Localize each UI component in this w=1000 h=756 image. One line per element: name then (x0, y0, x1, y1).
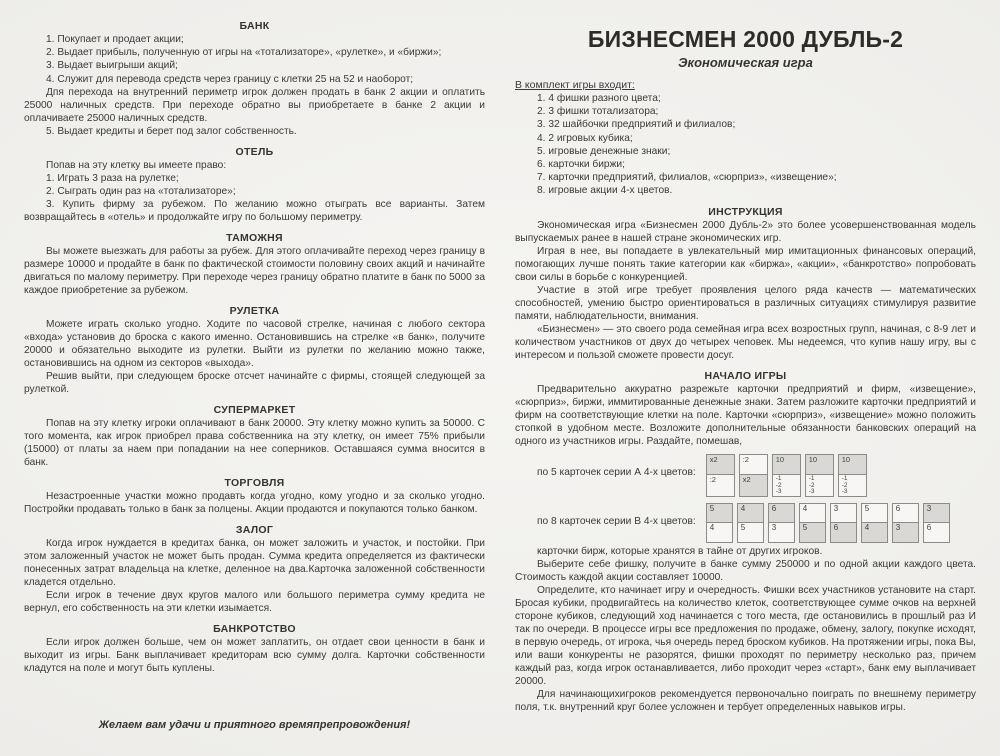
card-bottom-value: 6 (831, 523, 856, 542)
series-a-cards (706, 454, 867, 497)
paragraph: 3. Купить фирму за рубежом. По желанию можно отыграть все варианты. Затем возвращайтесь в «отель» и продолжайте игру по большому периметру. (24, 199, 485, 224)
card-top-value: 10 (839, 455, 866, 476)
card-bottom-value: -1 -2 -3 (839, 475, 866, 496)
paragraph: Если игрок должен больше, чем он может заплатить, он отдает свои ценности в банк и выходит из игры. Банк выплачивает кредиторам всю сумму долга. Карточки собственности кладутся на поле и могут быть куплены. (24, 637, 485, 675)
card-bottom-value: 4 (862, 523, 887, 542)
section-heading-instruction: ИНСТРУКЦИЯ (708, 205, 783, 218)
game-card (923, 503, 950, 543)
card-bottom-value: 5 (738, 523, 763, 542)
list-item: 6. карточки биржи; (537, 159, 625, 171)
paragraph: Определите, кто начинает игру и очередность. Фишки всех участников установите на старт. Бросая кубики, продвигайтесь на количество клеток, соответствующее сумме очков на верхней стороне кубиков, следующий ход начинается с того места, где остановились в прошлый раз И так по очереди. В процессе игры все предложения по продаже, обмену, залогу, покупке исходят, в первую очередь, от игрока, чья очередь перед броском кубиков. На протяжении игры, пока Вы, или ваши конкуренты не разорятся, фишки проходят по периметру несколько раз, причем каждый раз, когда игрок останавливается, либо проходит через «старт», банк ему выплачивает 20000. (515, 584, 976, 687)
game-card (838, 454, 867, 497)
card-top-value: 6 (893, 504, 918, 523)
card-bottom-value: x2 (740, 475, 767, 496)
game-card (830, 503, 857, 543)
series-a-label: по 5 карточек серии А 4-х цветов: (537, 466, 696, 478)
card-top-value: x2 (707, 455, 734, 476)
paragraph: Участие в этой игре требует проявления целого ряда качеств — математических способностей, умению быстро ориентироваться в различных ситуациях стимулируя развитие памяти, наблюдательности, внимания. (515, 284, 976, 322)
series-b-card-row (515, 503, 976, 543)
card-top-value: 5 (862, 504, 887, 523)
list-item: 4. 2 игровых кубика; (537, 132, 633, 144)
list-item: 5. игровые денежные знаки; (537, 145, 671, 157)
card-top-value: 3 (831, 504, 856, 523)
section-heading-bankruptcy: БАНКРОТСТВО (213, 623, 296, 636)
card-bottom-value: :2 (707, 475, 734, 496)
paragraph: Решив выйти, при следующем броске отсчет начинайте с фирмы, стоящей следующей за рулеткой. (24, 371, 485, 396)
card-bottom-value: 3 (893, 523, 918, 542)
series-b-cards (706, 503, 950, 543)
card-bottom-value: 5 (800, 523, 825, 542)
bank-rules-list (24, 33, 485, 86)
card-top-value: 5 (707, 504, 732, 523)
series-b-label: по 8 карточек серии В 4-х цветов: (537, 515, 696, 527)
paragraph: Когда игрок нуждается в кредитах банка, он может заложить и участок, и постойки. При этом заложенный участок не может быть продан. Сумма кредита определяется из фактически понесенных затрат владельца на клетке, деленное на два.Карточка заложенной собственности кладется отдельно. (24, 538, 485, 589)
paragraph: Попав на эту клетку вы имеете право: (46, 160, 227, 172)
list-item: 3. Выдает выигрыши акций; (46, 60, 178, 72)
list-item: 3. 32 шайбочки предприятий и филиалов; (537, 119, 736, 131)
list-item: 1. 4 фишки разного цвета; (537, 93, 661, 104)
paragraph: Попав на эту клетку игроки оплачивают в банк 20000. Эту клетку можно купить за 50000. С того момента, как игрок приобрел права собственника на эту клетку, он имеет 75% прибыли (15000) от платы за наем при попадании на нее соперников. Оставшаяся сумма вносится в банк. (24, 418, 485, 469)
list-item: 5. Выдает кредиты и берет под залог собственность. (46, 125, 297, 137)
right-column (499, 12, 986, 748)
section-heading-customs: ТАМОЖНЯ (226, 232, 283, 245)
series-a-card-row (515, 454, 976, 497)
game-card (768, 503, 795, 543)
list-item: 2. Сыграть один раз на «тотализаторе»; (46, 186, 236, 198)
hotel-rules-list (24, 172, 485, 198)
card-bottom-value: -1 -2 -3 (773, 475, 800, 496)
game-card (737, 503, 764, 543)
game-card (706, 454, 735, 497)
kit-contents-label: В комплект игры входит: (515, 79, 635, 91)
card-top-value: 4 (800, 504, 825, 523)
paragraph: Вы можете выезжать для работы за рубеж. Для этого оплачивайте переход через границу в размере 10000 и продайте в банк по фактической стоимости половину своих акций и начинайте двигаться по малому периметру. При переходе через границу обратно платите в банк по 5000 за каждое приобретение за рубежом. (24, 246, 485, 297)
list-item: 2. 3 фишки тотализатора; (537, 106, 659, 118)
paragraph: Можете играть сколько угодно. Ходите по часовой стрелке, начиная с любого сектора «входа» установив до броска с какого именно. Остановившись на стрелке «в банк», получите 20000 и обязательно выходите из рулетки. Выйти из рулетки по желанию можно также, остановившись на одном из секторов «выхода». (24, 319, 485, 370)
card-top-value: 10 (773, 455, 800, 476)
game-card (892, 503, 919, 543)
card-top-value: 6 (769, 504, 794, 523)
section-heading-hotel: ОТЕЛЬ (235, 146, 274, 159)
list-item: 7. карточки предприятий, филиалов, «сюрприз», «извещение»; (537, 172, 837, 184)
left-column (14, 12, 499, 748)
paragraph: «Бизнесмен» — это своего рода семейная игра всех возростных групп, начиная, с 8-9 лет и количеством участников от двух до четырех чеповек. Мы недеемся, что купив нашу игру, вы с интересом и пользой сможете провести досуг. (515, 323, 976, 361)
paragraph: Если игрок в течение двух кругов малого или большого периметра сумму кредита не вернул, его собственность на эти клетки изымается. (24, 590, 485, 615)
closing-message: Желаем вам удачи и приятного времяпрепровождения! (98, 719, 411, 732)
paragraph: Незастроенные участки можно продавть когда угодно, кому угодно и за сколько угодно. Постройки продавать только в банк за полцены. Акции продаются и покупаются только банком. (24, 491, 485, 516)
game-card (805, 454, 834, 497)
section-heading-game-start: НАЧАЛО ИГРЫ (704, 369, 787, 382)
card-bottom-value: 3 (769, 523, 794, 542)
paragraph: Дпя перехода на внутренний периметр игрок должен продать в банк 2 акции и оплатить 25000 наличных средств. При переходе обратно вы приобретаете в банке 2 акции и оплачиваете 25000 наличных средств. (24, 86, 485, 124)
list-item: 4. Служит для перевода средств через границу с клетки 25 на 52 и наоборот; (46, 73, 414, 85)
paragraph: карточки бирж, которые хранятся в тайне от других игроков. (537, 545, 823, 557)
card-top-value: 3 (924, 504, 949, 523)
paragraph: Экономическая игра «Бизнесмен 2000 Дубль-2» это более усовершенствованная модель выпускаемых ранее в нашей стране экономических игр. (515, 219, 976, 244)
list-item: 2. Выдает прибыль, полученную от игры на «тотализаторе», «рулетке», и «биржи»; (46, 47, 442, 59)
game-card (739, 454, 768, 497)
game-card (861, 503, 888, 543)
page-title: БИЗНЕСМЕН 2000 ДУБЛЬ-2 (587, 26, 904, 52)
list-item: 8. игровые акции 4-х цветов. (537, 185, 673, 197)
game-card (772, 454, 801, 497)
card-top-value: 10 (806, 455, 833, 476)
list-item: 1. Покупает и продает акции; (46, 34, 184, 45)
paragraph: Играя в нее, вы попадаете в увлекательный мир имитационных финансовых операций, помогающих лучше понять такие категории как «биржа», «акции», «банкротство» попробовать свои силы в борьбе с конкуренцией. (515, 245, 976, 283)
paragraph: Выберите себе фишку, получите в банке сумму 250000 и по одной акции каждого цвета. Стоимость каждой акции составляет 10000. (515, 558, 976, 583)
section-heading-supermarket: СУПЕРМАРКЕТ (213, 404, 296, 417)
bank-rules-list-continued (24, 125, 485, 138)
card-top-value: 4 (738, 504, 763, 523)
page-subtitle: Экономическая игра (678, 55, 813, 70)
game-card (706, 503, 733, 543)
card-bottom-value: -1 -2 -3 (806, 475, 833, 496)
card-bottom-value: 4 (707, 523, 732, 542)
paragraph: Для начинающихигроков рекомендуется первоночально поиграть по внешнему периметру поля, т.к. внутренний круг более усложнен и тербует определенных навыков игры. (515, 688, 976, 713)
kit-contents-list (515, 92, 976, 198)
game-card (799, 503, 826, 543)
section-heading-trade: ТОРГОВЛЯ (224, 477, 285, 490)
list-item: 1. Играть 3 раза на рулетке; (46, 173, 179, 185)
section-heading-roulette: РУЛЕТКА (229, 305, 280, 318)
paragraph: Предварительно аккуратно разрежьте карточки предприятий и фирм, «извещение», «сюрприз», биржи, иммитированные денежные знаки. Затем разложите карточки предприятий и фирм на соответствующие клетки на поле. Карточки «сюрприз», «извещение» можно положить стопкой в удобном месте. Возложите дополнительные обязанности банковских операций на одного из участников игры. Раздайте, помешав, (515, 383, 976, 447)
section-heading-bank: БАНК (239, 20, 270, 32)
card-bottom-value: 6 (924, 523, 949, 542)
card-top-value: :2 (740, 455, 767, 476)
section-heading-pledge: ЗАЛОГ (235, 524, 274, 537)
